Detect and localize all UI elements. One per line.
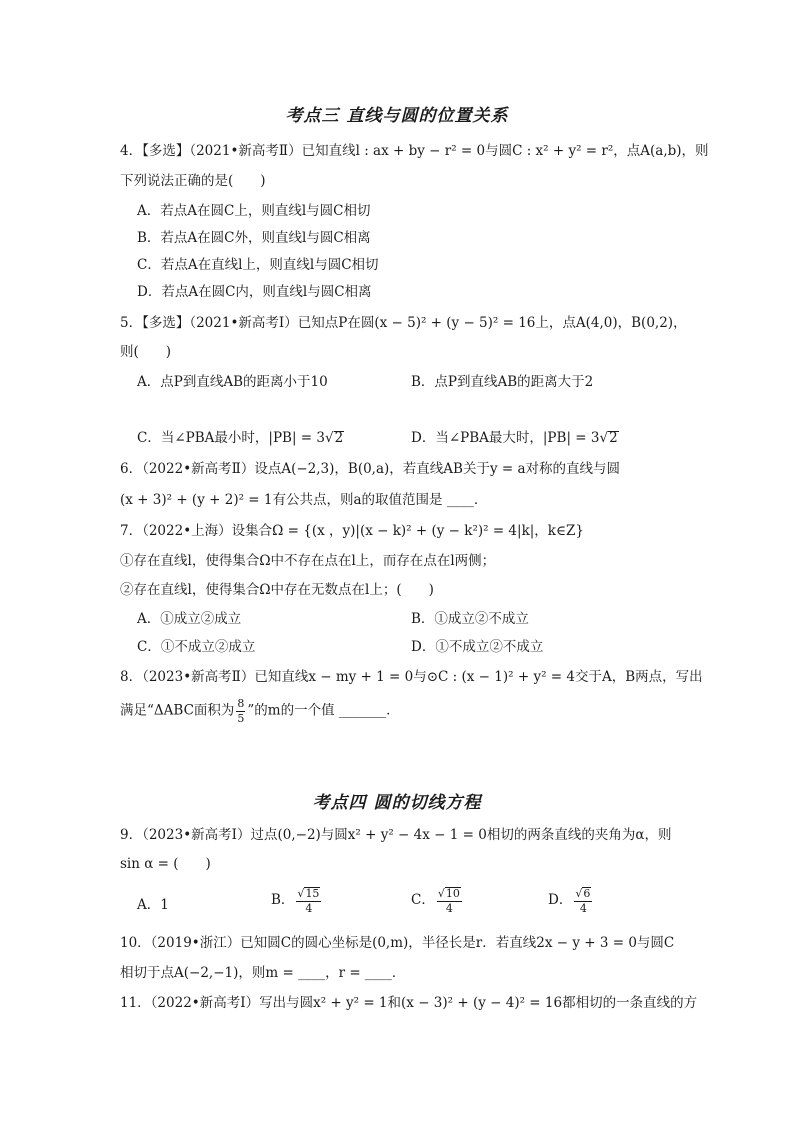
q7-option-c: C．①不成立②成立 <box>137 639 256 655</box>
q9-option-b <box>271 887 323 914</box>
q9-option-c-fraction <box>437 887 462 914</box>
q7-option-d: D．①不成立②不成立 <box>411 639 544 655</box>
q5-option-b: B．点P到直线AB的距离大于2 <box>411 374 594 390</box>
section-title-3: 考点三 直线与圆的位置关系 <box>285 106 509 126</box>
q5-option-c-radicand: 2 <box>334 430 344 446</box>
section-title-4: 考点四 圆的切线方程 <box>312 793 482 813</box>
q9-option-c <box>411 887 464 914</box>
sqrt-icon: √ <box>599 430 609 446</box>
q8-fraction <box>236 698 245 724</box>
q8-fraction-num: 8 <box>237 697 245 710</box>
q9-line-2: sin α = ( ) <box>120 856 211 872</box>
q9-option-c-num: √10 <box>437 887 460 900</box>
q8-line-2 <box>120 698 400 724</box>
q9-option-b-den: 4 <box>305 901 313 915</box>
q9-option-c-den: 4 <box>445 901 453 915</box>
q5-option-c <box>137 431 344 446</box>
q7-line-2: ①存在直线l，使得集合Ω中不存在点在l上，而存在点在l两侧； <box>120 553 496 569</box>
q9-option-d-label: D． <box>548 892 573 909</box>
q9-option-b-radicand: 15 <box>305 887 320 900</box>
q7-line-1: 7．（2022•上海）设集合Ω = {(x ，y)|(x − k)² + (y − k²)² = 4|k|，k∈Z} <box>120 523 584 539</box>
sqrt-icon: √ <box>324 430 334 446</box>
q7-option-a: A．①成立②成立 <box>137 611 242 627</box>
q10-line-1: 10．（2019•浙江）已知圆C的圆心坐标是(0,m)，半径长是r．若直线2x − y + 3 = 0与圆C <box>120 935 675 951</box>
q10-line-2: 相切于点A(−2,−1)，则m = ____，r = ____． <box>120 965 406 981</box>
q4-option-d: D．若点A在圆C内，则直线l与圆C相离 <box>137 284 372 300</box>
q7-option-b: B．①成立②不成立 <box>411 611 529 627</box>
q9-option-c-radicand: 10 <box>445 887 460 900</box>
q6-line-2: (x + 3)² + (y + 2)² = 1有公共点，则a的取值范围是 ____． <box>120 492 488 508</box>
q9-option-d <box>548 887 594 914</box>
q9-option-b-fraction <box>296 887 321 914</box>
q4-line-1: 4．【多选】（2021•新高考Ⅱ）已知直线l : ax + by − r² = 0与圆C : x² + y² = r²，点A(a,b)，则 <box>120 143 709 159</box>
q4-option-b: B．若点A在圆C外，则直线l与圆C相离 <box>137 230 371 246</box>
q5-line-2: 则( ) <box>120 344 172 360</box>
q9-option-d-radicand: 6 <box>583 887 591 900</box>
q5-line-1: 5．【多选】（2021•新高考Ⅰ）已知点P在圆(x − 5)² + (y − 5)² = 16上，点A(4,0)，B(0,2)， <box>120 315 687 331</box>
q5-option-a: A．点P到直线AB的距离小于10 <box>137 374 328 390</box>
q5-option-d-radicand: 2 <box>609 430 618 446</box>
q6-line-1: 6．（2022•新高考Ⅱ）设点A(−2,3)，B(0,a)，若直线AB关于y = a对称的直线与圆 <box>120 461 621 477</box>
q11-line-1: 11．（2022•新高考Ⅰ）写出与圆x² + y² = 1和(x − 3)² + (y − 4)² = 16都相切的一条直线的方 <box>120 995 698 1011</box>
q9-option-c-label: C． <box>411 892 435 909</box>
q9-option-d-den: 4 <box>579 901 587 915</box>
q8-line-1: 8．（2023•新高考Ⅱ）已知直线x − my + 1 = 0与⊙C : (x − 1)² + y² = 4交于A，B两点，写出 <box>120 669 703 685</box>
q9-option-b-num: √15 <box>297 887 320 900</box>
q8-line-2-pre: 满足“ΔABC面积为 <box>120 702 235 719</box>
q5-option-d <box>411 431 619 446</box>
q8-fraction-den: 5 <box>237 711 245 725</box>
q9-line-1: 9．（2023•新高考Ⅰ）过点(0,−2)与圆x² + y² − 4x − 1 = 0相切的两条直线的夹角为α，则 <box>120 827 672 843</box>
q9-option-d-num: √6 <box>575 887 591 900</box>
q9-option-b-label: B． <box>271 892 295 909</box>
q9-option-d-fraction <box>574 887 592 914</box>
q4-line-2: 下列说法正确的是( ) <box>120 173 266 189</box>
q5-option-d-text: D．当∠PBA最大时，|PB| = 3 <box>411 430 600 446</box>
q7-line-3: ②存在直线l，使得集合Ω中存在无数点在l上；( ) <box>120 582 434 598</box>
q4-option-a: A．若点A在圆C上，则直线l与圆C相切 <box>137 203 371 219</box>
q5-option-c-text: C．当∠PBA最小时，|PB| = 3 <box>137 430 325 446</box>
q9-option-a: A．1 <box>137 897 169 913</box>
q8-line-2-post: ”的m的一个值 _______． <box>247 702 400 719</box>
q4-option-c: C．若点A在直线l上，则直线l与圆C相切 <box>137 257 379 273</box>
